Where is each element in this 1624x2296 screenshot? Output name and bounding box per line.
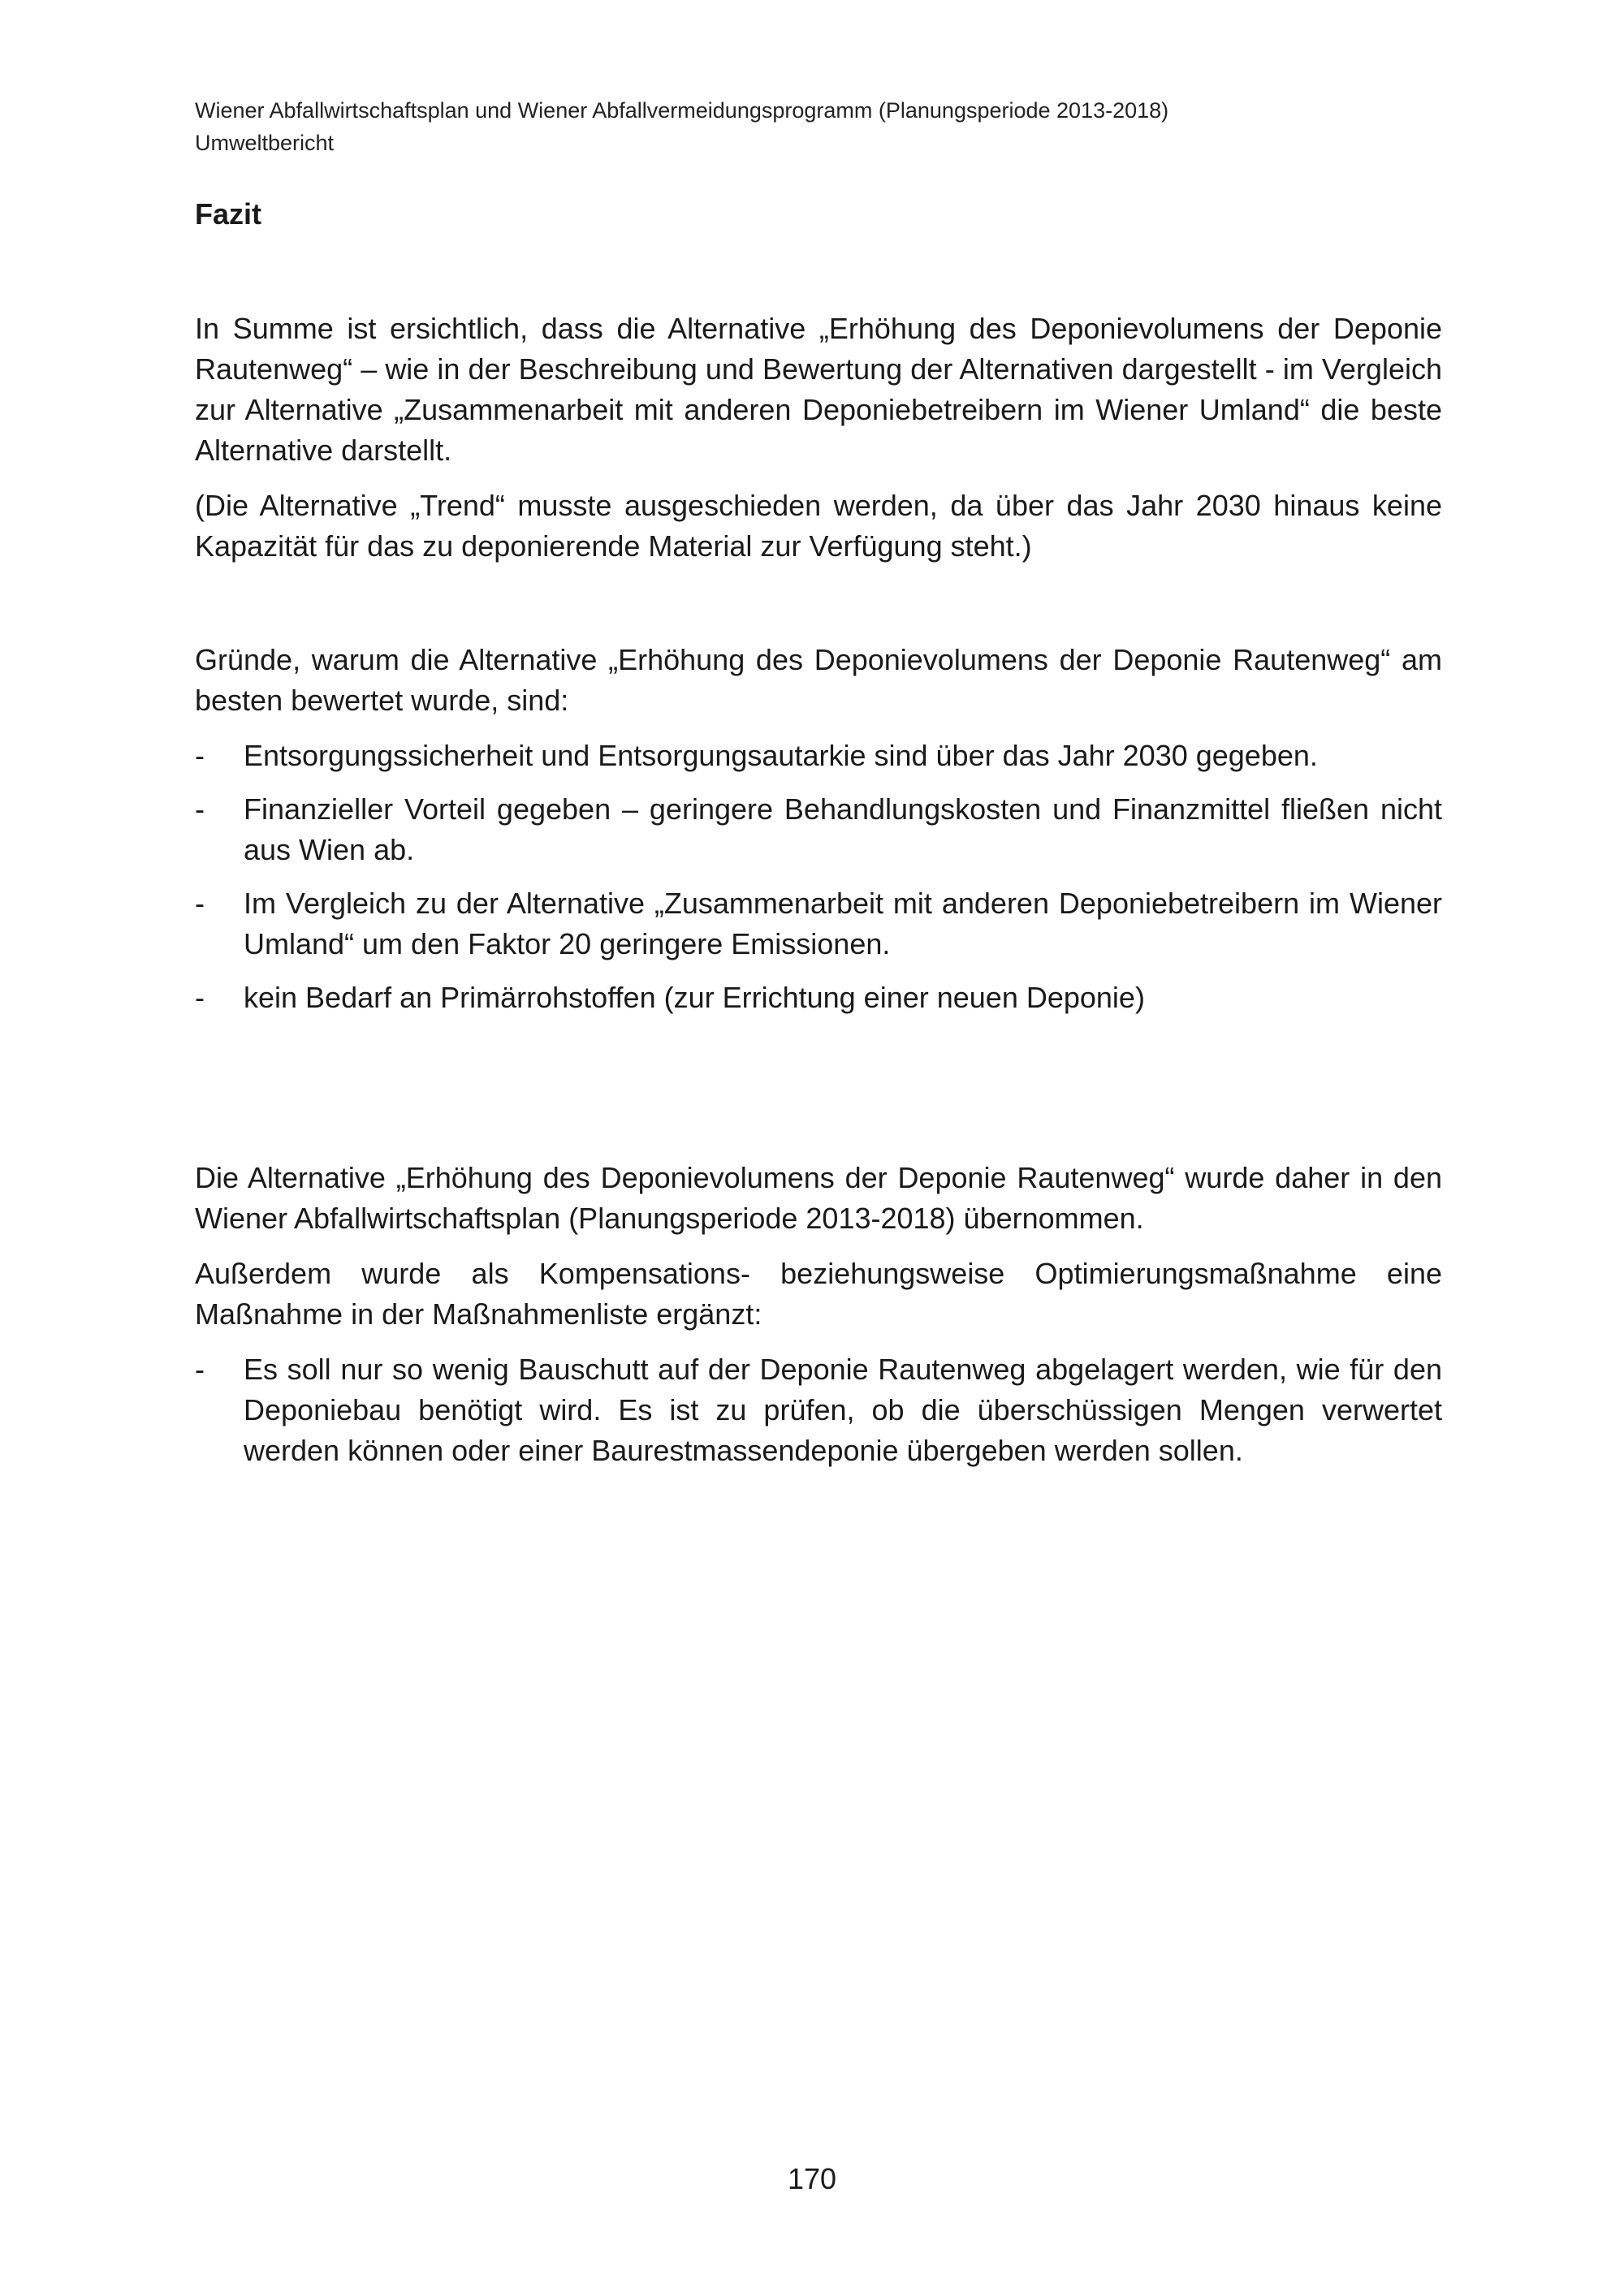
running-header [195, 94, 1445, 159]
reasons-intro-paragraph: Gründe, warum die Alternative „Erhöhung des Deponievolumens der Deponie Rautenweg“ am besten bewertet wurde, sind: [195, 643, 1442, 717]
bullet-dash: - [195, 792, 205, 826]
adoption-paragraph: Die Alternative „Erhöhung des Deponievolumens der Deponie Rautenweg“ wurde daher in den Wiener Abfallwirtschaftsplan (Planungsperiode 2013-2018) übernommen. [195, 1161, 1442, 1235]
list-item-text: kein Bedarf an Primärrohstoffen (zur Errichtung einer neuen Deponie) [244, 981, 1145, 1014]
list-item [195, 1349, 1442, 1471]
page-number: 170 [787, 2162, 837, 2195]
header-section-title: Umweltbericht [195, 131, 335, 155]
bullet-dash: - [195, 887, 205, 920]
list-item [195, 978, 1442, 1018]
list-item-text: Finanzieller Vorteil gegeben – geringere Behandlungskosten und Finanzmittel fließen nicht aus Wien ab. [244, 792, 1442, 866]
section-heading: Fazit [195, 197, 262, 231]
list-item-text: Entsorgungssicherheit und Entsorgungsautarkie sind über das Jahr 2030 gegeben. [244, 739, 1318, 772]
measures-list [195, 1349, 1442, 1484]
list-item-text: Es soll nur so wenig Bauschutt auf der Deponie Rautenweg abgelagert werden, wie für den Deponiebau benötigt wird. Es ist zu prüfen, ob die überschüssigen Mengen verwertet werden können oder einer Baurestmassendeponie übergeben werden sollen. [244, 1353, 1442, 1467]
reasons-list [195, 736, 1442, 1031]
compensation-paragraph: Außerdem wurde als Kompensations- beziehungsweise Optimierungsmaßnahme eine Maßnahme in der Maßnahmenliste ergänzt: [195, 1257, 1442, 1331]
summary-paragraph: In Summe ist ersichtlich, dass die Alternative „Erhöhung des Deponievolumens der Deponie Rautenweg“ – wie in der Beschreibung und Bewertung der Alternativen dargestellt - im Vergleich zur Alternative „Zusammenarbeit mit anderen Deponiebetreibern im Wiener Umland“ die beste Alternative darstellt. [195, 312, 1442, 467]
list-item-text: Im Vergleich zu der Alternative „Zusammenarbeit mit anderen Deponiebetreibern im Wiener Umland“ um den Faktor 20 geringere Emissionen. [244, 887, 1442, 960]
bullet-dash: - [195, 739, 205, 772]
header-document-title: Wiener Abfallwirtschaftsplan und Wiener Abfallvermeidungsprogramm (Planungsperiode 2013-2018) [195, 98, 1169, 123]
trend-note-paragraph: (Die Alternative „Trend“ musste ausgeschieden werden, da über das Jahr 2030 hinaus keine Kapazität für das zu deponierende Material zur Verfügung steht.) [195, 489, 1442, 563]
list-item [195, 736, 1442, 776]
list-item [195, 789, 1442, 870]
bullet-dash: - [195, 1353, 205, 1386]
bullet-dash: - [195, 981, 205, 1014]
list-item [195, 883, 1442, 965]
